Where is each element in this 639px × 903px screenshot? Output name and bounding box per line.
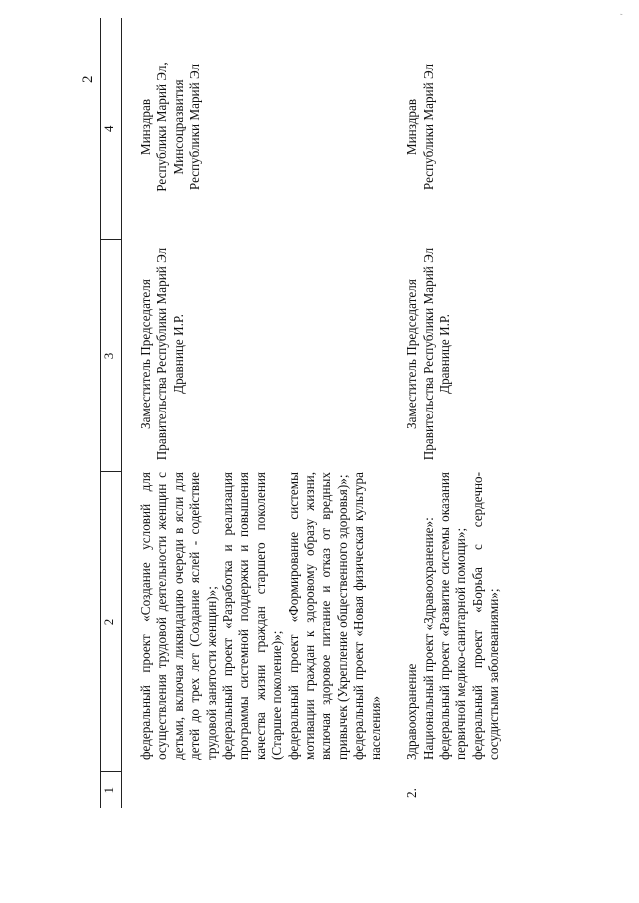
responsible-cell [122,18,385,240]
curator-line: Заместитель Председателя [138,279,153,429]
row-number: 2. [404,788,420,798]
plan-table [100,18,503,808]
curator-line: Дравницe И.Р. [436,314,452,394]
curator-line: Правительства Республики Марий Эл [420,247,436,461]
responsible-line: Республики Марий Эл [187,63,203,191]
responsible-line: Минсоцразвития [170,79,186,175]
corner-mark: ' [619,13,628,15]
responsible-line: Минздрав [138,98,153,156]
curator-line: Заместитель Председателя [404,279,420,429]
curator-line: Правительства Республики Марий Эл [154,247,170,461]
row-number [122,772,385,808]
column-header-3: 3 [101,240,122,472]
task-paragraph: федеральный проект «Формирование системы мотивации граждан к здоровому образу жизни, включая здоровое питание и отказ от вредных привычек (Укрепление общественного здоровья)»; [285,472,350,760]
responsible-line: Минздрав [404,98,420,156]
responsible-cell [384,18,502,240]
task-paragraph: федеральный проект «Разработка и реализация программы системной поддержки и повышения качества жизни граждан старшего поколения (Старшее поколение)»; [220,472,285,760]
task-paragraph: федеральный проект «Борьба с сердечно-сосудистыми заболеваниями»; [469,472,502,760]
task-paragraph: Здравоохранение [404,663,420,760]
column-header-2: 2 [101,472,122,772]
task-cell [122,472,385,772]
table-row [384,18,502,808]
responsible-line: Республики Марий Эл [420,63,436,191]
task-paragraph: Национальный проект «Здравоохранение»: [420,517,436,760]
task-paragraph: федеральный проект «Создание условий для осуществления трудовой деятельности женщин с детьми, включая ликвидацию очереди в ясли для детей до трех лет (Создание яслей - содействие трудовой занятости женщин)»; [138,472,219,760]
column-header-4: 4 [101,18,122,240]
responsible-line: Республики Марий Эл, [154,62,170,192]
table-header-row [101,18,122,808]
curator-cell [122,240,385,472]
task-paragraph: федеральный проект «Развитие системы оказания первичной медико-санитарной помощи»; [436,472,469,760]
page-number: 2 [80,75,96,83]
curator-cell [384,240,502,472]
curator-line: Дравницe И.Р. [170,314,186,394]
table-row [122,18,385,808]
task-paragraph: федеральный проект «Новая физическая культура населения» [351,472,383,760]
column-header-1: 1 [101,772,122,808]
task-cell [384,472,502,772]
